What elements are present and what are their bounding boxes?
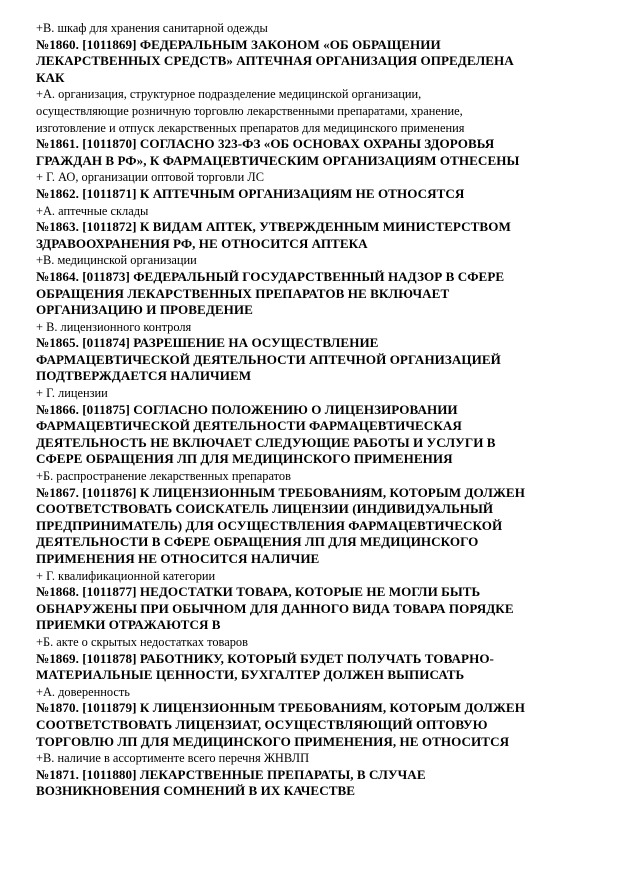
question-line: ЛЕКАРСТВЕННЫХ СРЕДСТВ» АПТЕЧНАЯ ОРГАНИЗАЦИЯ ОПРЕДЕЛЕНА: [36, 53, 514, 69]
question-line: СООТВЕТСТВОВАТЬ ЛИЦЕНЗИАТ, ОСУЩЕСТВЛЯЮЩИЙ ОПТОВУЮ: [36, 716, 488, 732]
question-line: ФАРМАЦЕВТИЧЕСКОЙ ДЕЯТЕЛЬНОСТИ АПТЕЧНОЙ ОРГАНИЗАЦИЕЙ: [36, 351, 501, 367]
question-line: ТОРГОВЛЮ ЛП ДЛЯ МЕДИЦИНСКОГО ПРИМЕНЕНИЯ, НЕ ОТНОСИТСЯ: [36, 733, 510, 749]
question-line: ДЕЯТЕЛЬНОСТЬ НЕ ВКЛЮЧАЕТ СЛЕДУЮЩИЕ РАБОТЫ И УСЛУГИ В: [36, 434, 496, 450]
answer-line: + Г. АО, организации оптовой торговли ЛС: [36, 170, 264, 185]
question-line: №1867. [1011876] К ЛИЦЕНЗИОННЫМ ТРЕБОВАНИЯМ, КОТОРЫМ ДОЛЖЕН: [36, 484, 525, 500]
question-line: №1862. [1011871] К АПТЕЧНЫМ ОРГАНИЗАЦИЯМ НЕ ОТНОСЯТСЯ: [36, 185, 465, 201]
answer-line: +А. доверенность: [36, 684, 130, 699]
question-line: №1871. [1011880] ЛЕКАРСТВЕННЫЕ ПРЕПАРАТЫ, В СЛУЧАЕ: [36, 766, 426, 782]
question-line: ОБНАРУЖЕНЫ ПРИ ОБЫЧНОМ ДЛЯ ДАННОГО ВИДА ТОВАРА ПОРЯДКЕ: [36, 600, 514, 616]
question-line: ОБРАЩЕНИЯ ЛЕКАРСТВЕННЫХ ПРЕПАРАТОВ НЕ ВКЛЮЧАЕТ: [36, 285, 450, 301]
question-line: №1869. [1011878] РАБОТНИКУ, КОТОРЫЙ БУДЕТ ПОЛУЧАТЬ ТОВАРНО-: [36, 650, 494, 666]
question-line: ГРАЖДАН В РФ», К ФАРМАЦЕВТИЧЕСКИМ ОРГАНИЗАЦИЯМ ОТНЕСЕНЫ: [36, 152, 520, 168]
answer-line: +Б. акте о скрытых недостатках товаров: [36, 634, 248, 649]
question-line: СООТВЕТСТВОВАТЬ СОИСКАТЕЛЬ ЛИЦЕНЗИИ (ИНДИВИДУАЛЬНЫЙ: [36, 501, 494, 517]
question-line: СФЕРЕ ОБРАЩЕНИЯ ЛП ДЛЯ МЕДИЦИНСКОГО ПРИМЕНЕНИЯ: [36, 451, 453, 467]
answer-line: + Г. квалификационной категории: [36, 568, 216, 583]
question-line: №1861. [1011870] СОГЛАСНО 323-ФЗ «ОБ ОСНОВАХ ОХРАНЫ ЗДОРОВЬЯ: [36, 136, 495, 152]
answer-line: + Г. лицензии: [36, 386, 108, 401]
question-line: №1860. [1011869] ФЕДЕРАЛЬНЫМ ЗАКОНОМ «ОБ ОБРАЩЕНИИ: [36, 36, 441, 52]
question-line: №1870. [1011879] К ЛИЦЕНЗИОННЫМ ТРЕБОВАНИЯМ, КОТОРЫМ ДОЛЖЕН: [36, 700, 525, 716]
question-line: №1864. [011873] ФЕДЕРАЛЬНЫЙ ГОСУДАРСТВЕННЫЙ НАДЗОР В СФЕРЕ: [36, 268, 505, 284]
question-line: ПРИМЕНЕНИЯ НЕ ОТНОСИТСЯ НАЛИЧИЕ: [36, 551, 320, 566]
question-line: КАК: [36, 69, 65, 85]
question-line: №1868. [1011877] НЕДОСТАТКИ ТОВАРА, КОТОРЫЕ НЕ МОГЛИ БЫТЬ: [36, 584, 481, 600]
question-line: ПРИЕМКИ ОТРАЖАЮТСЯ В: [36, 617, 221, 633]
document-page: [36, 20, 592, 800]
answer-line: +В. медицинской организации: [36, 253, 197, 268]
answer-line: +Б. распространение лекарственных препаратов: [36, 469, 291, 484]
question-line: ЗДРАВООХРАНЕНИЯ РФ, НЕ ОТНОСИТСЯ АПТЕКА: [36, 235, 368, 251]
question-line: МАТЕРИАЛЬНЫЕ ЦЕННОСТИ, БУХГАЛТЕР ДОЛЖЕН ВЫПИСАТЬ: [36, 667, 465, 683]
answer-line: +А. аптечные склады: [36, 203, 149, 218]
question-line: ВОЗНИКНОВЕНИЯ СОМНЕНИЙ В ИХ КАЧЕСТВЕ: [36, 783, 356, 799]
answer-line: +В. шкаф для хранения санитарной одежды: [36, 21, 268, 35]
question-line: №1865. [011874] РАЗРЕШЕНИЕ НА ОСУЩЕСТВЛЕНИЕ: [36, 335, 379, 351]
question-line: №1863. [1011872] К ВИДАМ АПТЕК, УТВЕРЖДЕННЫМ МИНИСТЕРСТВОМ: [36, 219, 511, 235]
question-line: ПРЕДПРИНИМАТЕЛЬ) ДЛЯ ОСУЩЕСТВЛЕНИЯ ФАРМАЦЕВТИЧЕСКОЙ: [36, 517, 503, 533]
question-line: ПОДТВЕРЖДАЕТСЯ НАЛИЧИЕМ: [36, 368, 252, 384]
answer-line: +В. наличие в ассортименте всего перечня ЖНВЛП: [36, 751, 310, 766]
question-line: №1866. [011875] СОГЛАСНО ПОЛОЖЕНИЮ О ЛИЦЕНЗИРОВАНИИ: [36, 401, 458, 417]
answer-line: осуществляющие розничную торговлю лекарственными препаратами, хранение,: [36, 103, 463, 118]
answer-line: изготовление и отпуск лекарственных препаратов для медицинского применения: [36, 120, 465, 135]
answer-line: + В. лицензионного контроля: [36, 319, 192, 334]
question-line: ОРГАНИЗАЦИЮ И ПРОВЕДЕНИЕ: [36, 302, 253, 318]
question-line: ФАРМАЦЕВТИЧЕСКОЙ ДЕЯТЕЛЬНОСТИ ФАРМАЦЕВТИЧЕСКАЯ: [36, 418, 462, 434]
answer-line: +А. организация, структурное подразделение медицинской организации,: [36, 87, 422, 102]
question-line: ДЕЯТЕЛЬНОСТИ В СФЕРЕ ОБРАЩЕНИЯ ЛП ДЛЯ МЕДИЦИНСКОГО: [36, 534, 479, 550]
